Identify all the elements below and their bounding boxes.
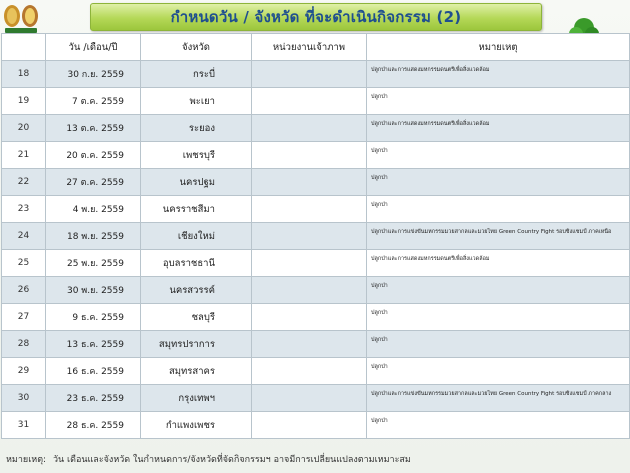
table-row bbox=[2, 412, 630, 439]
cell-date: 13 ต.ค. 2559 bbox=[46, 115, 141, 142]
cell-province: กำแพงเพชร bbox=[141, 412, 252, 439]
table-row bbox=[2, 304, 630, 331]
table-row bbox=[2, 61, 630, 88]
table-row bbox=[2, 142, 630, 169]
cell-note: ปลูกป่าและการแข่งขันมหกรรมมวยสากลและมวยไทย Green Country Fight รอบชิงแชมป์ ภาคเหนือ bbox=[367, 223, 630, 250]
table-row bbox=[2, 115, 630, 142]
cell-number: 21 bbox=[2, 142, 46, 169]
royal-emblem-logo-icon bbox=[2, 2, 40, 34]
cell-agency bbox=[252, 277, 367, 304]
cell-province: กรุงเทพฯ bbox=[141, 385, 252, 412]
cell-agency bbox=[252, 250, 367, 277]
cell-number: 30 bbox=[2, 385, 46, 412]
cell-note: ปลูกป่าและการแสดงมหกรรมดนตรีเพื่อสิ่งแวดล้อม bbox=[367, 115, 630, 142]
cell-date: 13 ธ.ค. 2559 bbox=[46, 331, 141, 358]
table-row bbox=[2, 223, 630, 250]
table-row bbox=[2, 385, 630, 412]
footer-note bbox=[6, 452, 411, 466]
cell-note: ปลูกป่า bbox=[367, 331, 630, 358]
table-header-row bbox=[2, 34, 630, 61]
cell-note: ปลูกป่า bbox=[367, 412, 630, 439]
cell-note: ปลูกป่าและการแสดงมหกรรมดนตรีเพื่อสิ่งแวดล้อม bbox=[367, 61, 630, 88]
cell-agency bbox=[252, 196, 367, 223]
cell-province: นครสวรรค์ bbox=[141, 277, 252, 304]
title-banner bbox=[90, 3, 542, 31]
cell-date: 28 ธ.ค. 2559 bbox=[46, 412, 141, 439]
table-row bbox=[2, 169, 630, 196]
cell-agency bbox=[252, 169, 367, 196]
page-title: กำหนดวัน / จังหวัด ที่จะดำเนินกิจกรรม (2) bbox=[170, 8, 462, 26]
cell-date: 20 ต.ค. 2559 bbox=[46, 142, 141, 169]
col-header-note: หมายเหตุ bbox=[367, 34, 630, 61]
cell-number: 23 bbox=[2, 196, 46, 223]
cell-province: นครปฐม bbox=[141, 169, 252, 196]
cell-date: 30 ก.ย. 2559 bbox=[46, 61, 141, 88]
cell-number: 19 bbox=[2, 88, 46, 115]
table-row bbox=[2, 250, 630, 277]
cell-number: 26 bbox=[2, 277, 46, 304]
cell-agency bbox=[252, 142, 367, 169]
cell-note: ปลูกป่า bbox=[367, 88, 630, 115]
cell-province: อุบลราชธานี bbox=[141, 250, 252, 277]
cell-note: ปลูกป่า bbox=[367, 277, 630, 304]
footer-text: วัน เดือนและจังหวัด ในกำหนดการ/จังหวัดที่จัดกิจกรรมฯ อาจมีการเปลี่ยนแปลงตามเหมาะสม bbox=[52, 455, 411, 465]
cell-note: ปลูกป่าและการแข่งขันมหกรรมมวยสากลและมวยไทย Green Country Fight รอบชิงแชมป์ ภาคกลาง bbox=[367, 385, 630, 412]
cell-province: เพชรบุรี bbox=[141, 142, 252, 169]
cell-province: เชียงใหม่ bbox=[141, 223, 252, 250]
cell-date: 16 ธ.ค. 2559 bbox=[46, 358, 141, 385]
cell-number: 28 bbox=[2, 331, 46, 358]
cell-province: กระบี่ bbox=[141, 61, 252, 88]
cell-agency bbox=[252, 61, 367, 88]
col-header-agency: หน่วยงานเจ้าภาพ bbox=[252, 34, 367, 61]
cell-agency bbox=[252, 223, 367, 250]
cell-date: 18 พ.ย. 2559 bbox=[46, 223, 141, 250]
cell-number: 25 bbox=[2, 250, 46, 277]
col-header-no bbox=[2, 34, 46, 61]
col-header-province: จังหวัด bbox=[141, 34, 252, 61]
cell-note: ปลูกป่า bbox=[367, 169, 630, 196]
table-row bbox=[2, 196, 630, 223]
cell-agency bbox=[252, 331, 367, 358]
cell-province: พะเยา bbox=[141, 88, 252, 115]
cell-number: 18 bbox=[2, 61, 46, 88]
cell-province: นครราชสีมา bbox=[141, 196, 252, 223]
cell-number: 27 bbox=[2, 304, 46, 331]
table-row bbox=[2, 88, 630, 115]
cell-province: สมุทรปราการ bbox=[141, 331, 252, 358]
cell-date: 27 ต.ค. 2559 bbox=[46, 169, 141, 196]
schedule-table bbox=[1, 33, 630, 439]
cell-date: 4 พ.ย. 2559 bbox=[46, 196, 141, 223]
cell-date: 25 พ.ย. 2559 bbox=[46, 250, 141, 277]
cell-note: ปลูกป่า bbox=[367, 196, 630, 223]
cell-date: 30 พ.ย. 2559 bbox=[46, 277, 141, 304]
cell-note: ปลูกป่า bbox=[367, 358, 630, 385]
cell-agency bbox=[252, 88, 367, 115]
table-row bbox=[2, 331, 630, 358]
cell-number: 24 bbox=[2, 223, 46, 250]
cell-note: ปลูกป่าและการแสดงมหกรรมดนตรีเพื่อสิ่งแวดล้อม bbox=[367, 250, 630, 277]
col-header-date: วัน /เดือน/ปี bbox=[46, 34, 141, 61]
cell-number: 29 bbox=[2, 358, 46, 385]
cell-date: 7 ต.ค. 2559 bbox=[46, 88, 141, 115]
cell-note: ปลูกป่า bbox=[367, 304, 630, 331]
footer-label: หมายเหตุ: bbox=[6, 455, 47, 465]
cell-province: ระยอง bbox=[141, 115, 252, 142]
cell-agency bbox=[252, 385, 367, 412]
cell-number: 31 bbox=[2, 412, 46, 439]
cell-agency bbox=[252, 358, 367, 385]
cell-date: 23 ธ.ค. 2559 bbox=[46, 385, 141, 412]
cell-province: ชลบุรี bbox=[141, 304, 252, 331]
cell-agency bbox=[252, 304, 367, 331]
cell-agency bbox=[252, 115, 367, 142]
table-row bbox=[2, 277, 630, 304]
cell-number: 20 bbox=[2, 115, 46, 142]
cell-province: สมุทรสาคร bbox=[141, 358, 252, 385]
cell-number: 22 bbox=[2, 169, 46, 196]
table-row bbox=[2, 358, 630, 385]
cell-date: 9 ธ.ค. 2559 bbox=[46, 304, 141, 331]
cell-agency bbox=[252, 412, 367, 439]
cell-note: ปลูกป่า bbox=[367, 142, 630, 169]
